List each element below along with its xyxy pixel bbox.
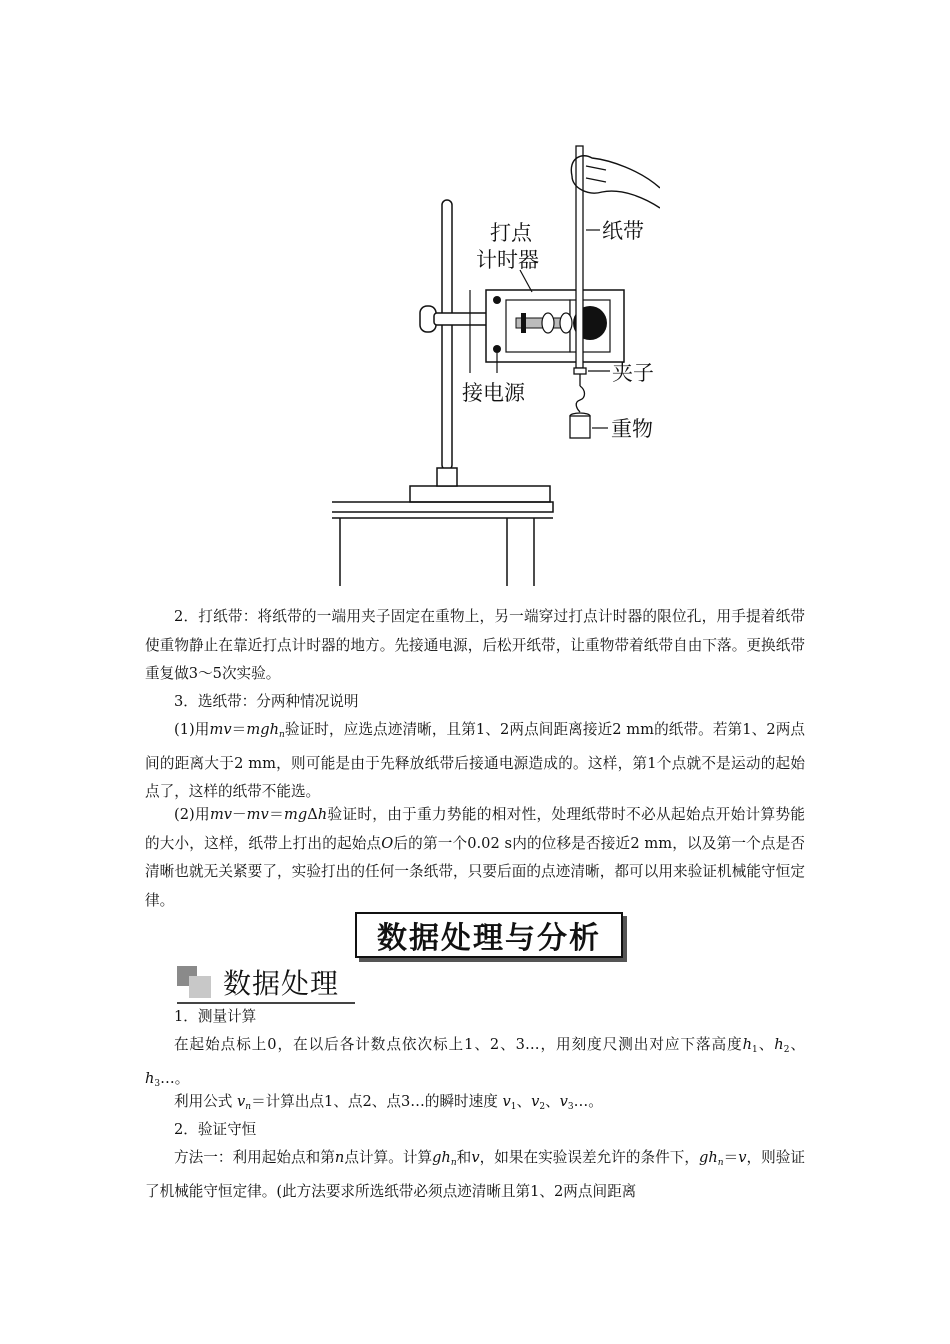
verify-heading: 2．验证守恒 <box>174 1121 257 1138</box>
section-title-banner <box>355 912 623 958</box>
verify-method-1: 方法一：利用起始点和第n点计算。计算$gh_n$和v，如果在实验误差允许的条件下，$gh_n=v$，则验证了机械能守恒定律。(此方法要求所选纸带必须点迹清晰且第1、2两点间距离 <box>145 1149 805 1200</box>
table-top <box>332 502 553 512</box>
measure-heading: 1．测量计算 <box>174 1008 257 1025</box>
limit-hole-b <box>560 313 572 333</box>
subsection-title: 数据处理 <box>223 967 340 1000</box>
label-weight: 重物 <box>611 417 653 441</box>
table-base-block <box>410 486 550 502</box>
paragraph-case-2: (2)用mv－mv＝mgΔh验证时，由于重力势能的相对性，处理纸带时不必从起始点开始计算势能的大小，这样，纸带上打出的起始点O后的第一个0.02 s内的位移是否接近2 mm，以及第一个点是否清晰也就无关紧要了，实验打出的任何一条纸带，只要后面的点迹清晰，都可以用来验证机械能守恒定律。 <box>145 806 805 909</box>
clamp-bar <box>434 313 492 325</box>
section-title: 数据处理与分析 <box>377 921 601 956</box>
label-power: 接电源 <box>462 381 525 405</box>
timer-leader <box>520 270 532 292</box>
label-tape: 纸带 <box>602 219 644 243</box>
terminal-top <box>493 296 501 304</box>
hook <box>576 386 584 412</box>
stand-rod <box>442 200 452 470</box>
label-timer-2: 计时器 <box>476 248 539 272</box>
limit-hole-a <box>542 313 554 333</box>
paragraph-step-3: 3．选纸带：分两种情况说明 <box>174 693 359 710</box>
paper-tape <box>576 146 583 368</box>
measure-formula: 利用公式 $v_n=$计算出点1、点2、点3…的瞬时速度 $v_1$、$v_2$、$v_3\dots$。 <box>174 1093 603 1112</box>
hand <box>571 156 660 208</box>
apparatus-figure <box>310 118 660 588</box>
label-timer-1: 打点 <box>490 221 532 245</box>
measure-text: 在起始点标上0，在以后各计数点依次标上1、2、3…，用刻度尺测出对应下落高度$h_1$、$h_2$、$h_3\dots$。 <box>145 1036 805 1089</box>
paragraph-case-1: (1)用mv＝mgh$_n$验证时，应选点迹清晰，且第1、2两点间距离接近2 mm的纸带。若第1、2两点间的距离大于2 mm，则可能是由于先释放纸带后接通电源造成的。这样，第1个点就不是运动的起始点了，这样的纸带不能选。 <box>145 721 805 800</box>
apparatus-diagram <box>310 118 660 588</box>
vibrator-tab <box>521 313 526 333</box>
clip <box>574 368 586 374</box>
label-clip: 夹子 <box>612 361 654 385</box>
weight <box>570 416 590 438</box>
paragraph-step-2: 2．打纸带：将纸带的一端用夹子固定在重物上，另一端穿过打点计时器的限位孔，用手提着纸带使重物静止在靠近打点计时器的地方。先接通电源，后松开纸带，让重物带着纸带自由下落。更换纸带重复做3～5次实验。 <box>145 608 805 682</box>
subsection-heading <box>177 960 355 1004</box>
stand-foot <box>437 468 457 486</box>
square-blocks-icon <box>177 966 211 998</box>
terminal-bottom <box>493 345 501 353</box>
